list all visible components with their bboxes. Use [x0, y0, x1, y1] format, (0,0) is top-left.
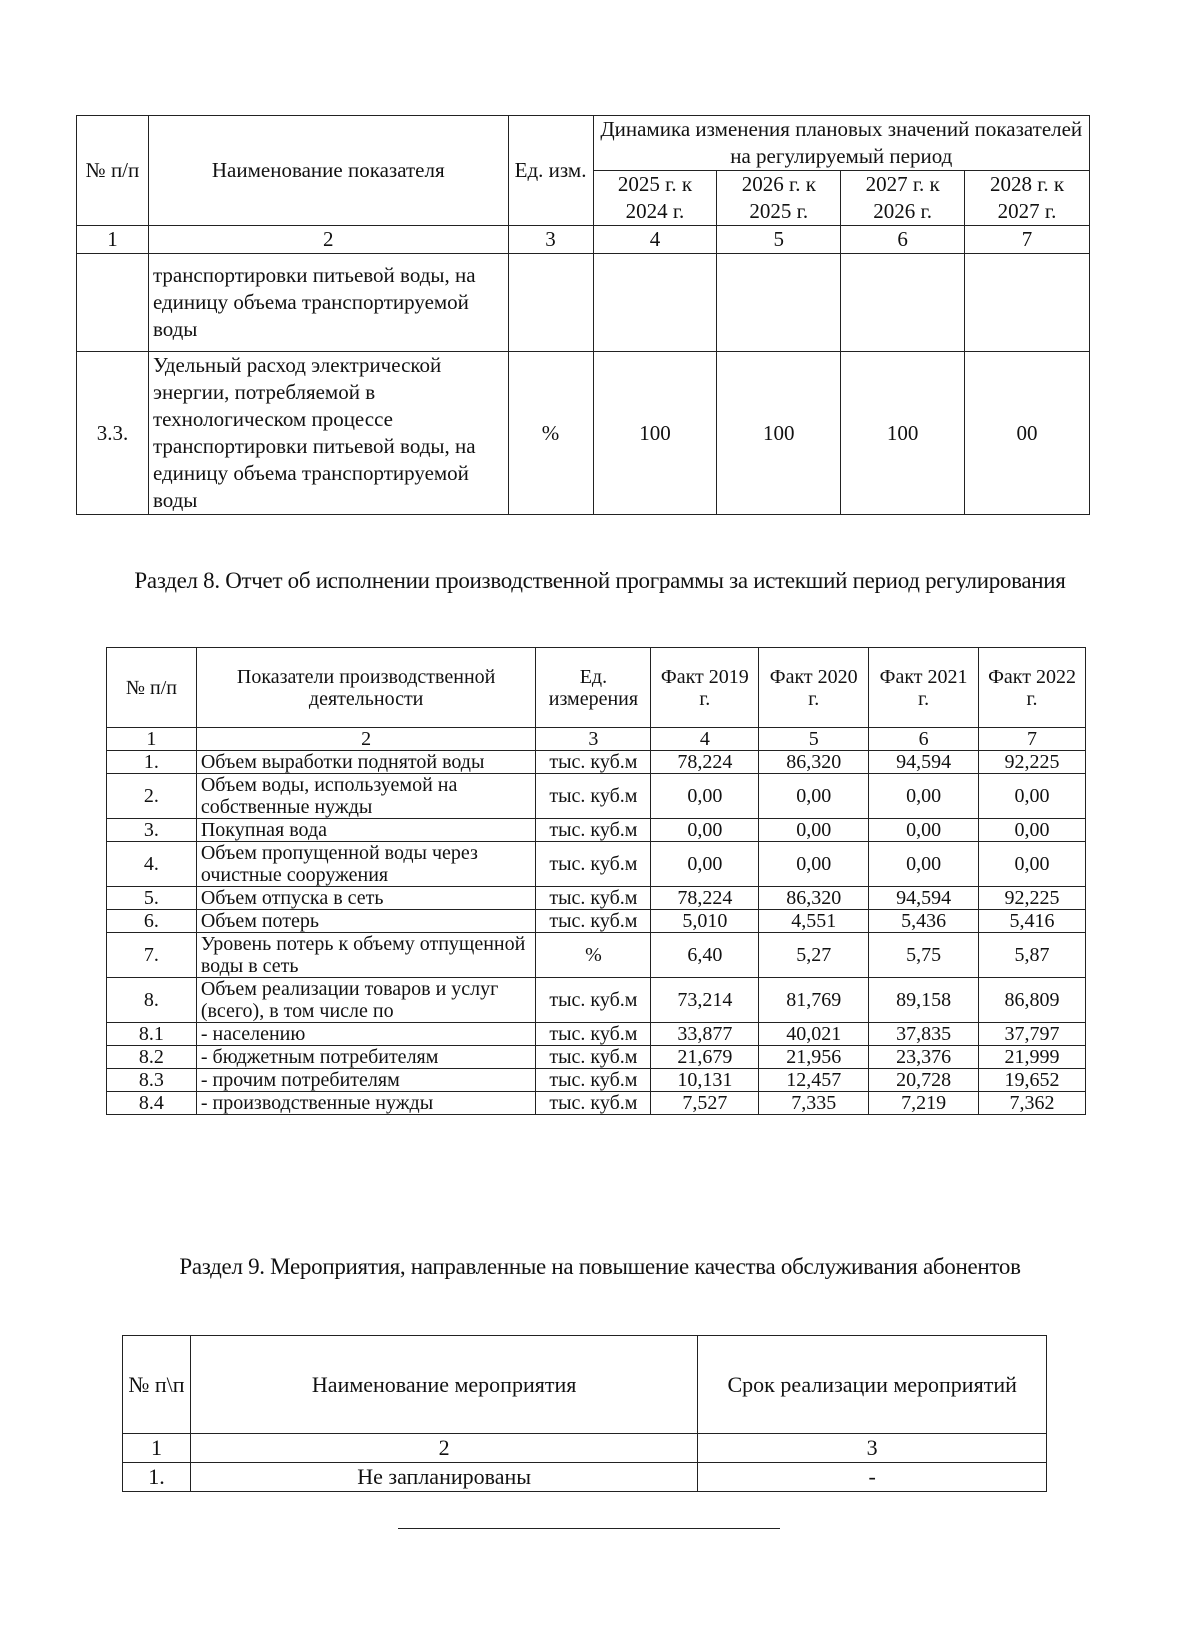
row-num: 4. [107, 842, 197, 887]
column-number: 1 [123, 1434, 191, 1463]
table-row [107, 1069, 1086, 1092]
row-name: Покупная вода [196, 819, 536, 842]
table-row [107, 774, 1086, 819]
table-row [107, 1092, 1086, 1115]
column-number: 5 [717, 226, 841, 254]
row-name: Объем воды, используемой на собственные нужды [196, 774, 536, 819]
row-num: 3.3. [77, 352, 149, 515]
row-num: 5. [107, 887, 197, 910]
row-name: - населению [196, 1023, 536, 1046]
row-num: 8. [107, 978, 197, 1023]
row-name: Удельный расход электрической энергии, потребляемой в технологическом процессе транспортировки питьевой воды, на единицу объема транспортируемой воды [148, 352, 508, 515]
row-unit: тыс. куб.м [536, 978, 651, 1023]
header-year-2: Факт 2020 г. [759, 648, 869, 728]
row-unit: тыс. куб.м [536, 842, 651, 887]
row-unit: тыс. куб.м [536, 1023, 651, 1046]
service-quality-measures-table [122, 1335, 1047, 1492]
row-value: 92,225 [979, 887, 1086, 910]
header-num: № п/п [77, 116, 149, 226]
row-name: Объем пропущенной воды через очистные сооружения [196, 842, 536, 887]
row-unit [508, 254, 593, 352]
row-value: 0,00 [651, 819, 759, 842]
row-name: Объем отпуска в сеть [196, 887, 536, 910]
row-unit: тыс. куб.м [536, 1069, 651, 1092]
plan-dynamics-table [76, 115, 1090, 515]
table-row [107, 842, 1086, 887]
row-name: Уровень потерь к объему отпущенной воды в сеть [196, 933, 536, 978]
header-year-3: Факт 2021 г. [869, 648, 979, 728]
row-value: 33,877 [651, 1023, 759, 1046]
row-num [77, 254, 149, 352]
row-value: 5,416 [979, 910, 1086, 933]
row-value: 12,457 [759, 1069, 869, 1092]
row-num: 1. [107, 751, 197, 774]
row-value [965, 254, 1090, 352]
table-row [107, 910, 1086, 933]
row-value: 78,224 [651, 751, 759, 774]
column-number: 7 [965, 226, 1090, 254]
row-value: 89,158 [869, 978, 979, 1023]
row-name: - прочим потребителям [196, 1069, 536, 1092]
row-value: 100 [593, 352, 717, 515]
header-unit: Ед. измерения [536, 648, 651, 728]
row-name: - производственные нужды [196, 1092, 536, 1115]
row-unit: тыс. куб.м [536, 910, 651, 933]
row-value: 5,010 [651, 910, 759, 933]
row-value: 94,594 [869, 751, 979, 774]
table-row [77, 254, 1090, 352]
row-value: 37,835 [869, 1023, 979, 1046]
column-number: 6 [869, 728, 979, 751]
row-unit: % [536, 933, 651, 978]
row-value: 0,00 [759, 774, 869, 819]
row-value: 21,679 [651, 1046, 759, 1069]
row-value: 0,00 [979, 819, 1086, 842]
row-value: 86,320 [759, 751, 869, 774]
column-number-row [123, 1434, 1047, 1463]
row-value [717, 254, 841, 352]
row-value: 0,00 [869, 842, 979, 887]
header-unit: Ед. изм. [508, 116, 593, 226]
row-value: 40,021 [759, 1023, 869, 1046]
column-number: 3 [536, 728, 651, 751]
row-unit: тыс. куб.м [536, 1046, 651, 1069]
row-value: 00 [965, 352, 1090, 515]
row-term: - [698, 1463, 1047, 1492]
row-value: 21,956 [759, 1046, 869, 1069]
row-value: 0,00 [651, 774, 759, 819]
row-value: 21,999 [979, 1046, 1086, 1069]
row-value: 81,769 [759, 978, 869, 1023]
row-num: 2. [107, 774, 197, 819]
row-value: 37,797 [979, 1023, 1086, 1046]
section-9-title: Раздел 9. Мероприятия, направленные на повышение качества обслуживания абонентов [179, 1254, 1021, 1279]
column-number-row [107, 728, 1086, 751]
header-year-3: 2027 г. к 2026 г. [841, 171, 965, 226]
header-dynamics: Динамика изменения плановых значений показателей на регулируемый период [593, 116, 1089, 171]
row-name: Объем потерь [196, 910, 536, 933]
row-value: 100 [841, 352, 965, 515]
row-value: 86,809 [979, 978, 1086, 1023]
row-value: 73,214 [651, 978, 759, 1023]
row-value: 5,436 [869, 910, 979, 933]
row-num: 8.2 [107, 1046, 197, 1069]
row-value: 0,00 [979, 774, 1086, 819]
row-num: 8.3 [107, 1069, 197, 1092]
row-value: 94,594 [869, 887, 979, 910]
row-name: Объем реализации товаров и услуг (всего), в том числе по [196, 978, 536, 1023]
column-number: 2 [148, 226, 508, 254]
row-unit: тыс. куб.м [536, 751, 651, 774]
column-number: 7 [979, 728, 1086, 751]
column-number: 6 [841, 226, 965, 254]
row-name: Не запланированы [190, 1463, 697, 1492]
row-unit: тыс. куб.м [536, 1092, 651, 1115]
column-number: 3 [508, 226, 593, 254]
header-term: Срок реализации мероприятий [698, 1336, 1047, 1434]
row-num: 6. [107, 910, 197, 933]
column-number: 3 [698, 1434, 1047, 1463]
row-value: 10,131 [651, 1069, 759, 1092]
row-value [593, 254, 717, 352]
row-value: 0,00 [869, 774, 979, 819]
column-number: 4 [593, 226, 717, 254]
row-value: 0,00 [759, 842, 869, 887]
row-unit: тыс. куб.м [536, 819, 651, 842]
row-num: 1. [123, 1463, 191, 1492]
row-value: 7,362 [979, 1092, 1086, 1115]
header-year-2: 2026 г. к 2025 г. [717, 171, 841, 226]
header-year-1: Факт 2019 г. [651, 648, 759, 728]
row-value: 5,87 [979, 933, 1086, 978]
row-value: 20,728 [869, 1069, 979, 1092]
row-value: 7,219 [869, 1092, 979, 1115]
row-num: 8.4 [107, 1092, 197, 1115]
header-num: № п\п [123, 1336, 191, 1434]
table-row [107, 751, 1086, 774]
row-name: - бюджетным потребителям [196, 1046, 536, 1069]
row-value [841, 254, 965, 352]
section-8-title: Раздел 8. Отчет об исполнении производственной программы за истекший период регулирования [134, 568, 1066, 593]
column-number: 2 [190, 1434, 697, 1463]
table-row [77, 352, 1090, 515]
row-value: 7,527 [651, 1092, 759, 1115]
row-value: 5,27 [759, 933, 869, 978]
table-row [123, 1463, 1047, 1492]
header-num: № п/п [107, 648, 197, 728]
table-row [107, 887, 1086, 910]
header-year-4: 2028 г. к 2027 г. [965, 171, 1090, 226]
row-value: 0,00 [759, 819, 869, 842]
row-value: 4,551 [759, 910, 869, 933]
row-unit: % [508, 352, 593, 515]
column-number: 4 [651, 728, 759, 751]
table-row [107, 933, 1086, 978]
row-value: 6,40 [651, 933, 759, 978]
row-unit: тыс. куб.м [536, 887, 651, 910]
row-value: 100 [717, 352, 841, 515]
row-num: 8.1 [107, 1023, 197, 1046]
row-value: 92,225 [979, 751, 1086, 774]
header-name: Наименование показателя [148, 116, 508, 226]
row-value: 0,00 [979, 842, 1086, 887]
row-value: 0,00 [651, 842, 759, 887]
row-value: 19,652 [979, 1069, 1086, 1092]
row-value: 0,00 [869, 819, 979, 842]
header-year-4: Факт 2022 г. [979, 648, 1086, 728]
column-number: 1 [107, 728, 197, 751]
row-name: транспортировки питьевой воды, на единицу объема транспортируемой воды [148, 254, 508, 352]
row-num: 3. [107, 819, 197, 842]
table-row [107, 978, 1086, 1023]
table-row [107, 1046, 1086, 1069]
table-row [107, 1023, 1086, 1046]
row-unit: тыс. куб.м [536, 774, 651, 819]
row-value: 78,224 [651, 887, 759, 910]
production-report-table [106, 647, 1086, 1115]
column-number: 2 [196, 728, 536, 751]
header-name: Показатели производственной деятельности [196, 648, 536, 728]
table-row [107, 819, 1086, 842]
row-value: 5,75 [869, 933, 979, 978]
column-number: 1 [77, 226, 149, 254]
row-num: 7. [107, 933, 197, 978]
column-number: 5 [759, 728, 869, 751]
header-name: Наименование мероприятия [190, 1336, 697, 1434]
row-value: 7,335 [759, 1092, 869, 1115]
row-name: Объем выработки поднятой воды [196, 751, 536, 774]
row-value: 23,376 [869, 1046, 979, 1069]
column-number-row [77, 226, 1090, 254]
footer-rule [398, 1528, 780, 1529]
row-value: 86,320 [759, 887, 869, 910]
header-year-1: 2025 г. к 2024 г. [593, 171, 717, 226]
